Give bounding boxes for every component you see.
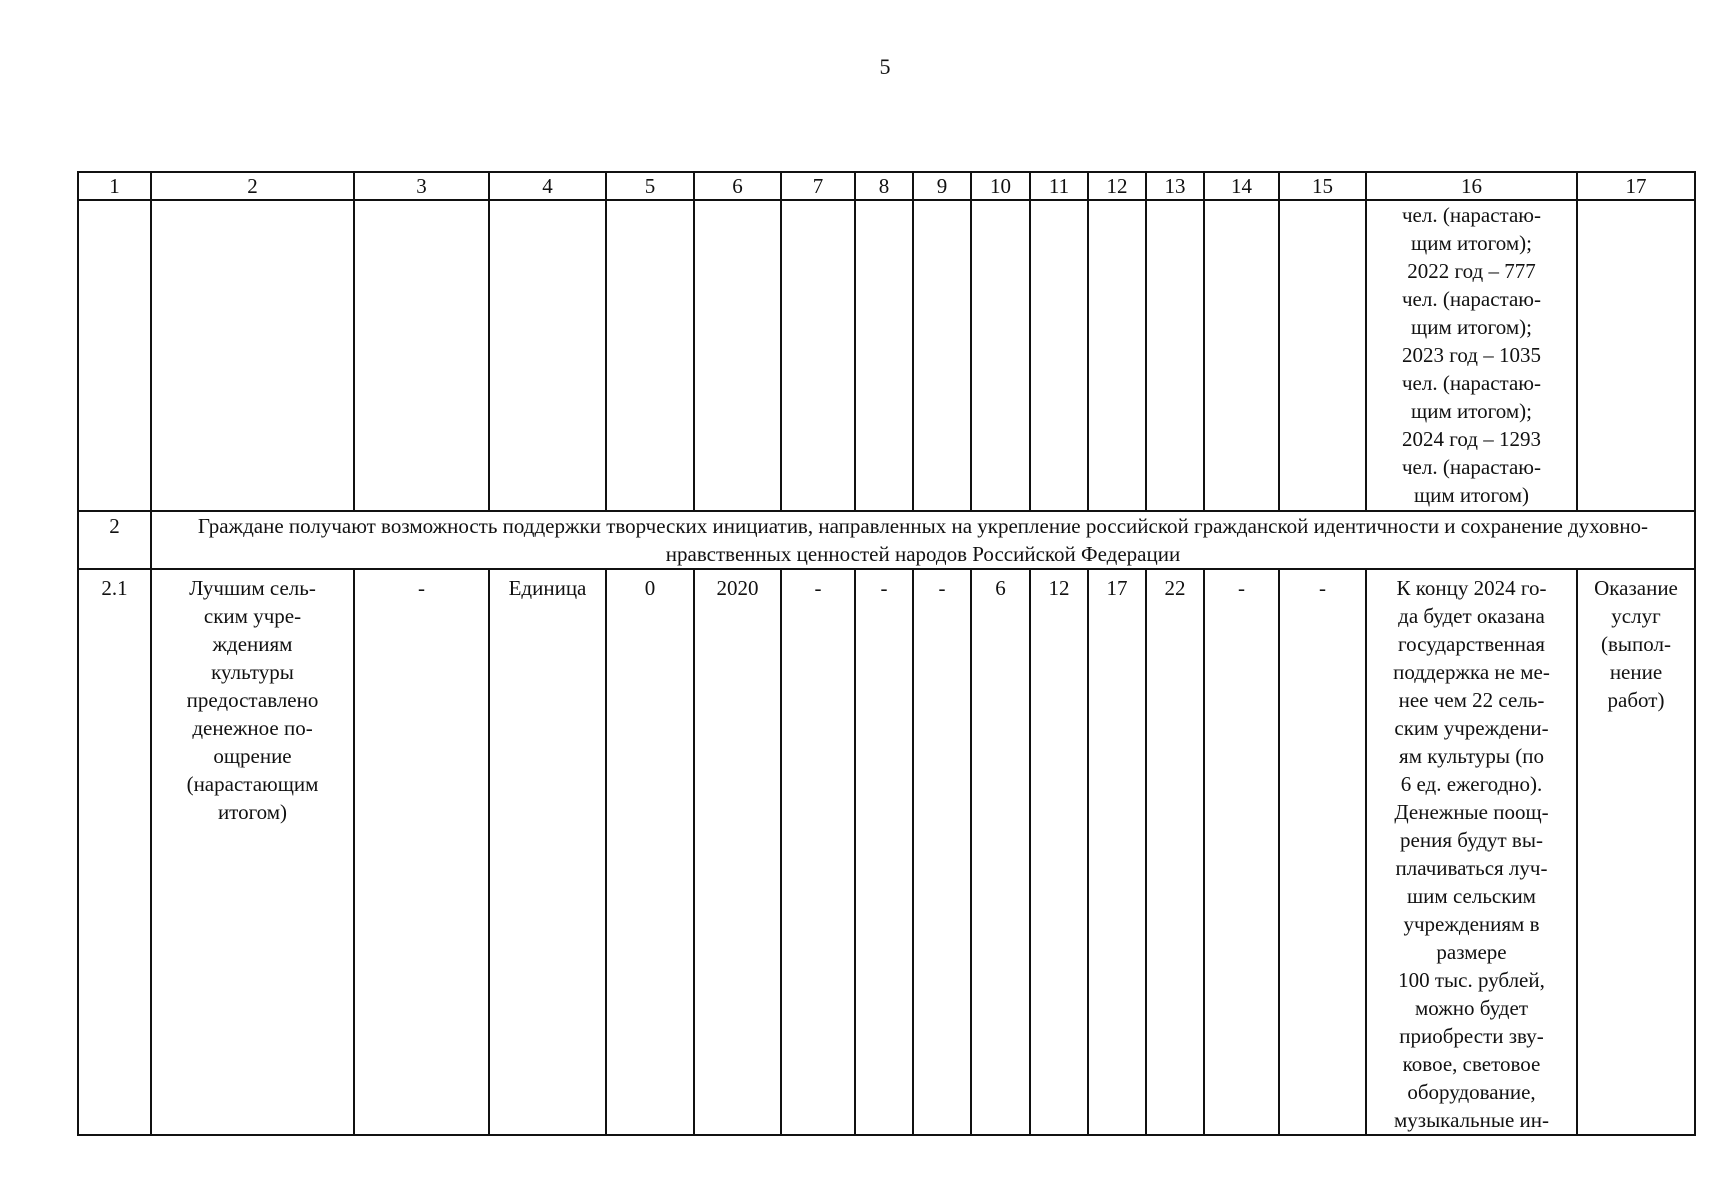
unit-cell: Единица [489, 569, 606, 1135]
table-cell [489, 200, 606, 511]
base-year-cell: 2020 [694, 569, 781, 1135]
column-header: 13 [1146, 172, 1204, 200]
section-title: Граждане получают возможность поддержки творческих инициатив, направленных на укрепление российской гражданской идентичности и сохранение духовно-нравственных ценностей народов Российской Федерации [151, 511, 1695, 569]
table-row [78, 569, 1695, 1135]
table-cell: - [1279, 569, 1366, 1135]
column-header: 15 [1279, 172, 1366, 200]
table-cell [1279, 200, 1366, 511]
value-cell: 6 [971, 569, 1030, 1135]
indicator-name: Лучшим сель- ским учре- ждениям культуры предоставлено денежное по- ощрение (нарастающим итогом) [151, 569, 354, 1135]
value-cell: 12 [1030, 569, 1088, 1135]
table-cell [1088, 200, 1146, 511]
column-header: 5 [606, 172, 694, 200]
column-header: 7 [781, 172, 855, 200]
column-header: 16 [1366, 172, 1577, 200]
table-cell: - [781, 569, 855, 1135]
column-header: 14 [1204, 172, 1279, 200]
column-header: 6 [694, 172, 781, 200]
table-cell [1146, 200, 1204, 511]
column-header: 2 [151, 172, 354, 200]
continuation-description: чел. (нарастаю- щим итогом); 2022 год – 777 чел. (нарастаю- щим итогом); 2023 год – 1035 чел. (нарастаю- щим итогом); 2024 год – 1293 чел. (нарастаю- щим итогом) [1366, 200, 1577, 511]
value-cell: 22 [1146, 569, 1204, 1135]
table-cell [1577, 200, 1695, 511]
page-number: 5 [879, 54, 891, 79]
table-cell [781, 200, 855, 511]
table-cell: - [1204, 569, 1279, 1135]
table-cell: - [354, 569, 489, 1135]
column-header: 12 [1088, 172, 1146, 200]
section-number: 2 [78, 511, 151, 569]
column-header: 9 [913, 172, 971, 200]
column-header: 1 [78, 172, 151, 200]
table-cell [354, 200, 489, 511]
column-header: 3 [354, 172, 489, 200]
column-header: 11 [1030, 172, 1088, 200]
column-number-row [78, 172, 1695, 200]
table-cell [606, 200, 694, 511]
result-type: Оказание услуг (выпол- нение работ) [1577, 569, 1695, 1135]
table-cell [1030, 200, 1088, 511]
continuation-row [78, 200, 1695, 511]
value-cell: 17 [1088, 569, 1146, 1135]
row-number: 2.1 [78, 569, 151, 1135]
table-cell [78, 200, 151, 511]
indicators-table [77, 171, 1696, 1136]
table-cell [971, 200, 1030, 511]
column-header: 8 [855, 172, 913, 200]
section-row [78, 511, 1695, 569]
table-cell [1204, 200, 1279, 511]
table-cell [694, 200, 781, 511]
table-cell: - [913, 569, 971, 1135]
column-header: 10 [971, 172, 1030, 200]
table-cell [913, 200, 971, 511]
base-value-cell: 0 [606, 569, 694, 1135]
column-header: 4 [489, 172, 606, 200]
table-cell: - [855, 569, 913, 1135]
result-description: К концу 2024 го- да будет оказана государственная поддержка не ме- нее чем 22 сель- ским учреждени- ям культуры (по 6 ед. ежегодно). Денежные поощ- рения будут вы- плачиваться луч- шим сельским учреждениям в размере 100 тыс. рублей, можно будет приобрести зву- ковое, световое оборудование, музыкальные ин- [1366, 569, 1577, 1135]
table-cell [855, 200, 913, 511]
table-cell [151, 200, 354, 511]
column-header: 17 [1577, 172, 1695, 200]
